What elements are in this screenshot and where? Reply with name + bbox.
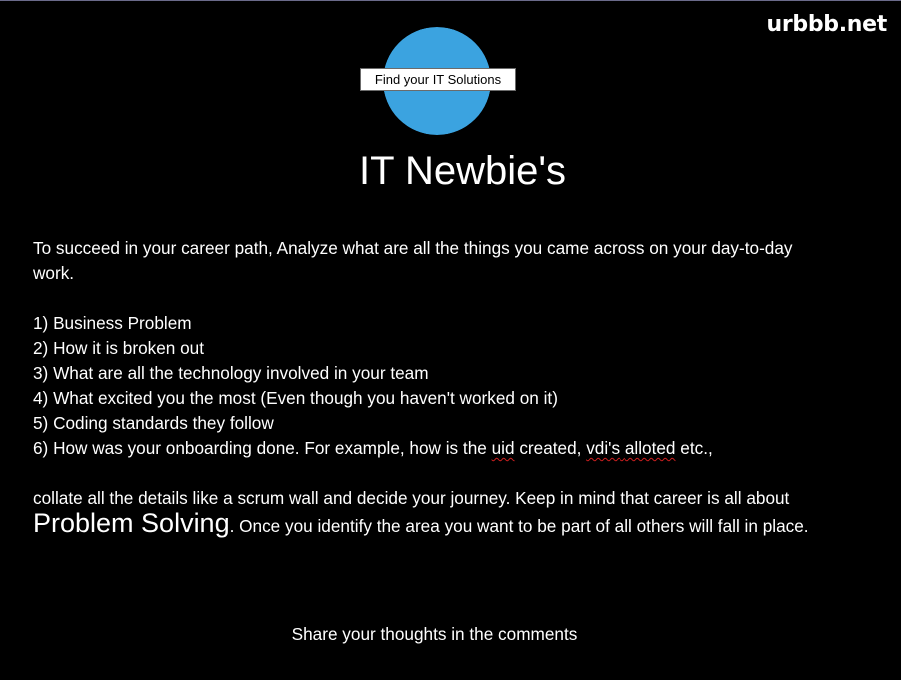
misspelled-word-alloted: alloted [624, 438, 676, 458]
list-item [33, 436, 833, 461]
list-item-number: 5) [33, 413, 49, 433]
list-item-number: 2) [33, 338, 49, 358]
misspelled-word-vdis: vdi's [586, 438, 621, 458]
list-item-text: Business Problem [53, 313, 192, 333]
misspelled-word-uid: uid [491, 438, 515, 458]
steps-list [33, 311, 833, 461]
closing-paragraph [33, 486, 833, 539]
list-item-text: etc., [675, 438, 713, 458]
emphasis-text: Problem Solving [33, 508, 230, 538]
list-item-text: What are all the technology involved in your team [53, 363, 429, 383]
list-item [33, 386, 833, 411]
list-item [33, 336, 833, 361]
call-to-action: Share your thoughts in the comments [291, 624, 578, 644]
list-item [33, 411, 833, 436]
list-item-text: Coding standards they follow [53, 413, 274, 433]
list-item-text: How it is broken out [53, 338, 205, 358]
intro-paragraph: To succeed in your career path, Analyze what are all the things you came across on your day-to-day work. [33, 238, 793, 283]
list-item-number: 3) [33, 363, 49, 383]
closing-text: . Once you identify the area you want to be part of all others will fall in place. [229, 516, 809, 536]
logo-text: Find your IT Solutions [360, 68, 516, 91]
list-item-text: created, [514, 438, 587, 458]
site-watermark: urbbb.net [766, 12, 887, 37]
list-item-number: 6) [33, 438, 49, 458]
list-item-text: What excited you the most (Even though you haven't worked on it) [53, 388, 558, 408]
list-item-number: 4) [33, 388, 49, 408]
list-item-number: 1) [33, 313, 49, 333]
page-title: IT Newbie's [359, 149, 566, 193]
list-item-text: How was your onboarding done. For example, how is the [53, 438, 492, 458]
list-item [33, 311, 833, 336]
top-border-line [0, 0, 901, 1]
list-item [33, 361, 833, 386]
closing-text: collate all the details like a scrum wall and decide your journey. Keep in mind that career is all about [33, 488, 790, 508]
main-content [33, 236, 833, 539]
